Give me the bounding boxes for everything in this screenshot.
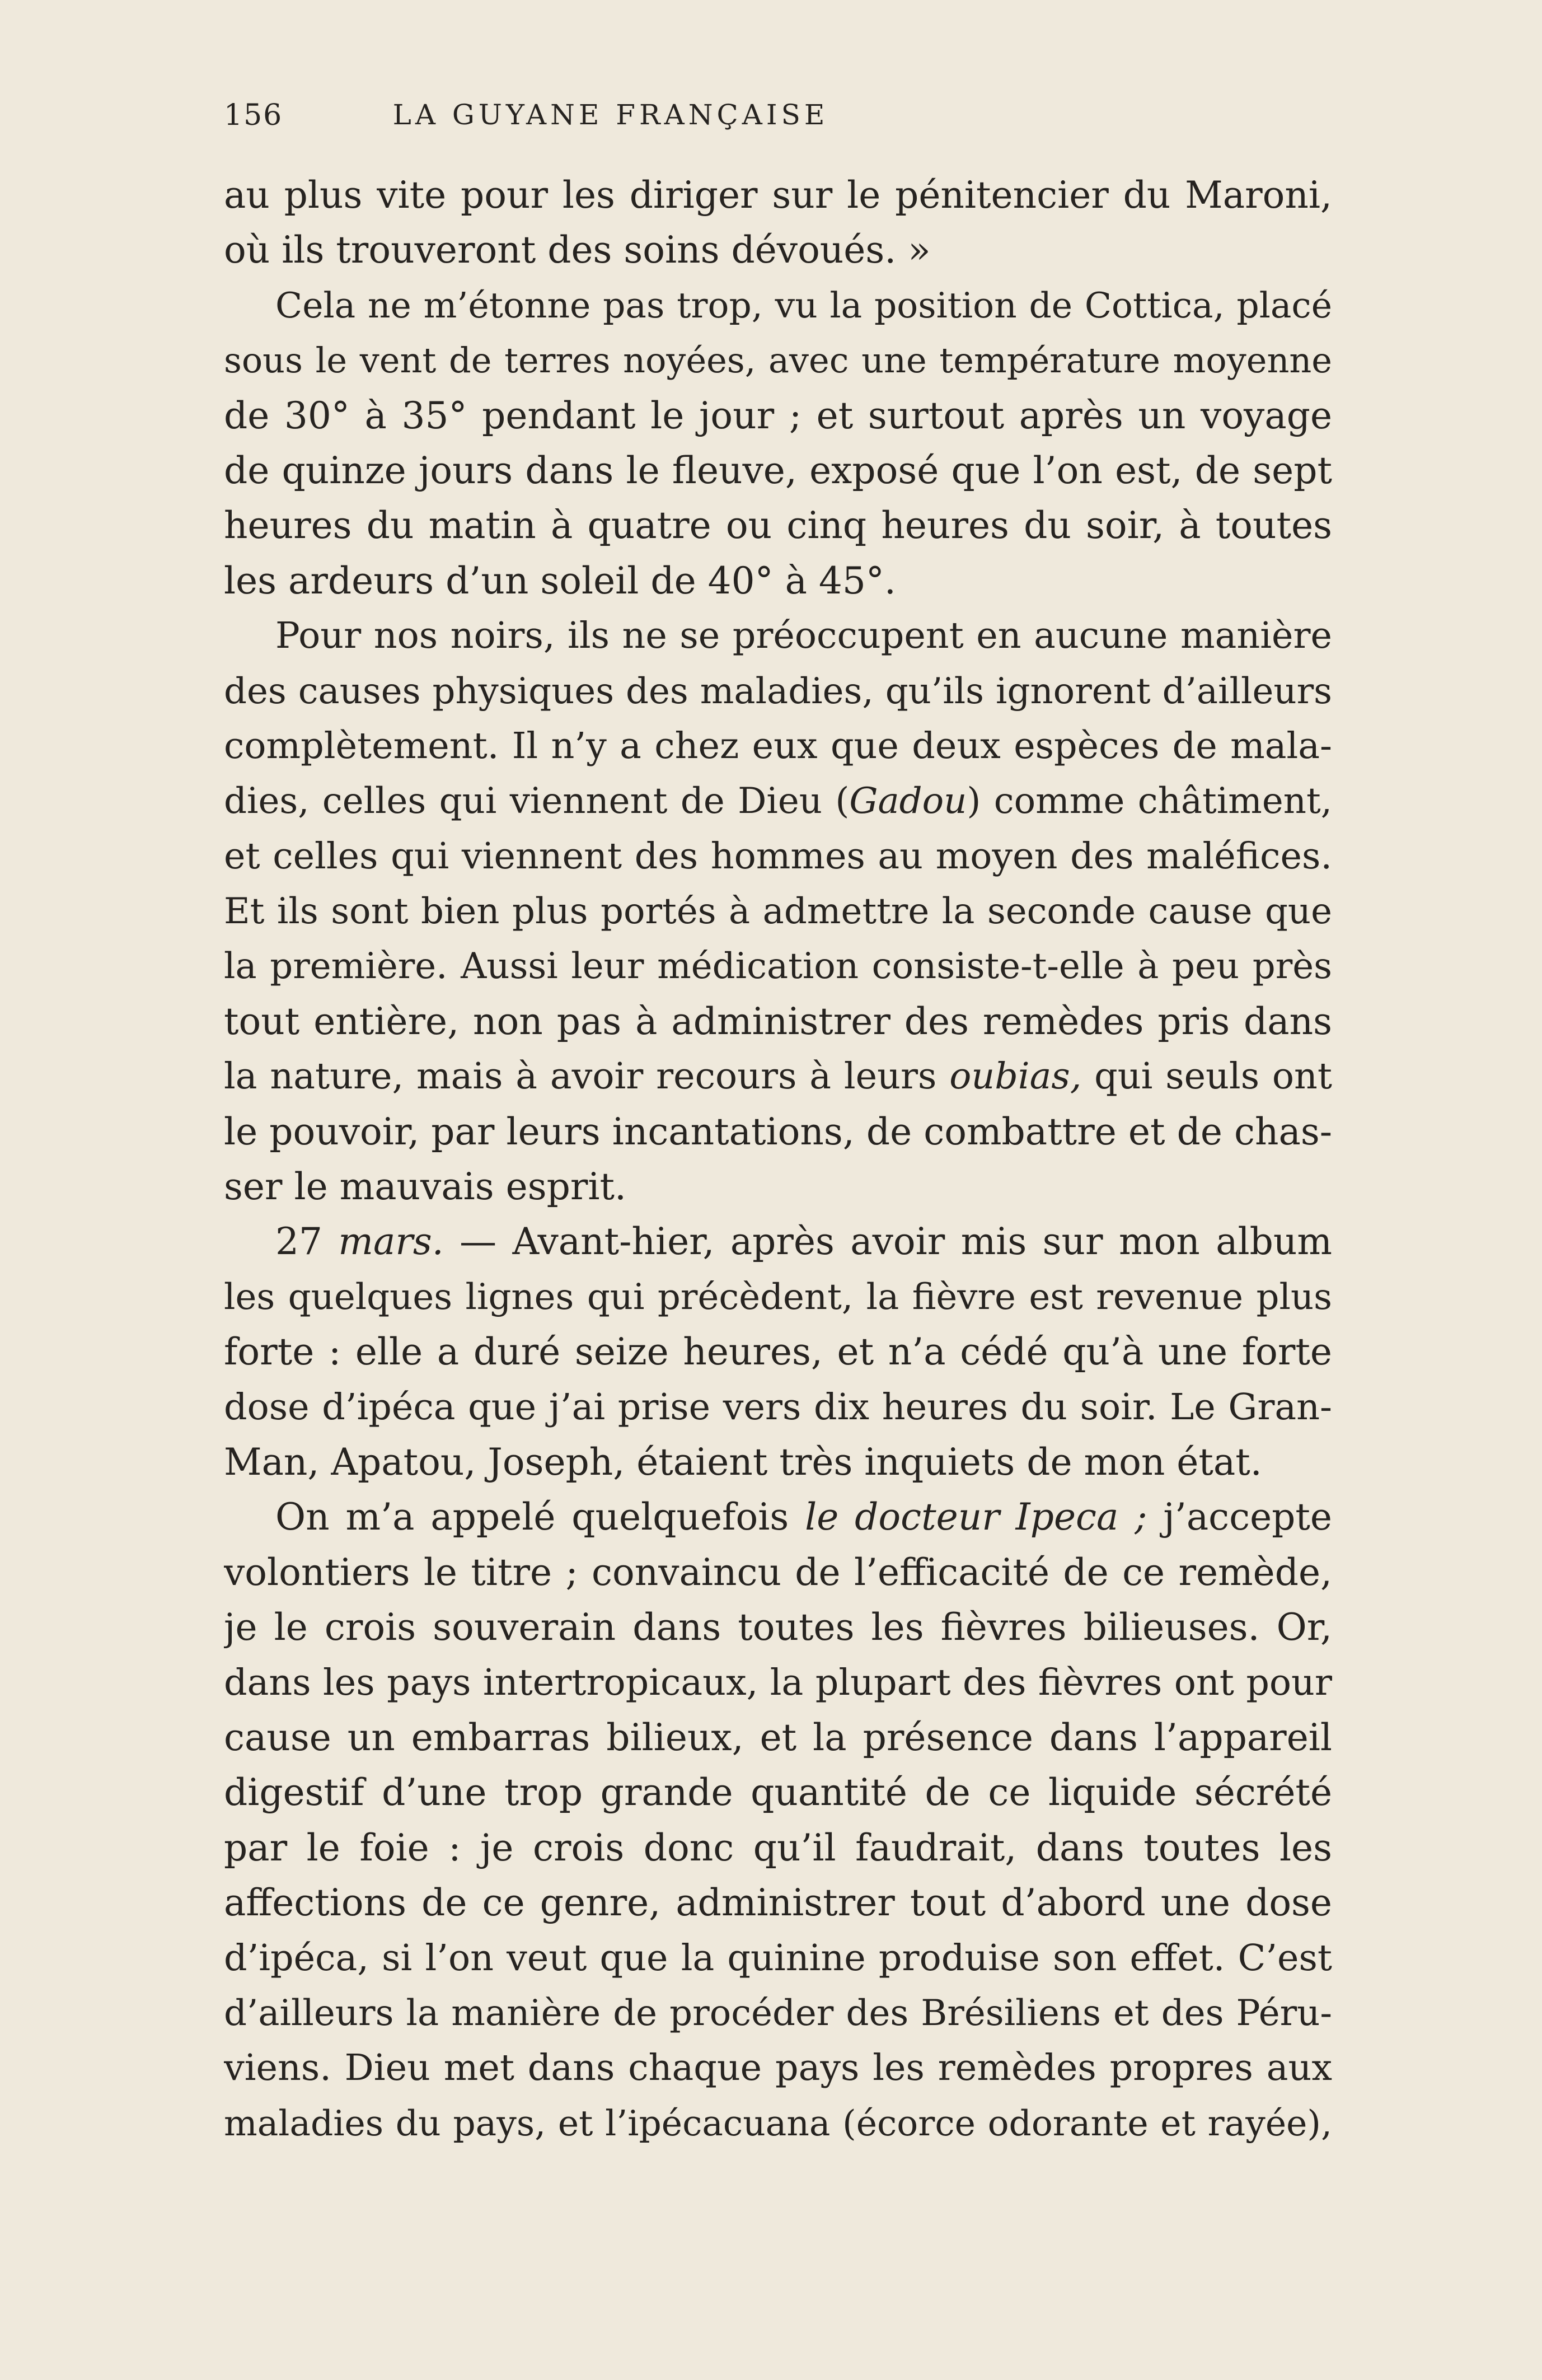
text-line: au plus vite pour les diriger sur le pénitencier du Maroni, bbox=[224, 174, 1332, 217]
text-line: je le crois souverain dans toutes les fièvres bilieuses. Or, bbox=[224, 1606, 1332, 1649]
text-line: cause un embarras bilieux, et la présence dans l’appareil bbox=[224, 1715, 1332, 1759]
text-line: heures du matin à quatre ou cinq heures du soir, à toutes bbox=[224, 504, 1332, 548]
text-line: Cela ne m’étonne pas trop, vu la position de Cottica, placé bbox=[275, 284, 1332, 326]
body-text bbox=[224, 168, 1332, 2151]
page-number: 156 bbox=[224, 99, 283, 132]
text-line bbox=[224, 1490, 1332, 1545]
italic-term: Gadou bbox=[849, 780, 967, 822]
text-segment: 27 bbox=[275, 1220, 339, 1264]
text-line: Man, Apatou, Joseph, étaient très inquiets de mon état. bbox=[224, 1440, 1262, 1484]
text-line: digestif d’une trop grande quantité de ce liquide sécrété bbox=[224, 1771, 1332, 1815]
text-line: viens. Dieu met dans chaque pays les remèdes propres aux bbox=[224, 2047, 1332, 2089]
text-segment: qui seuls ont bbox=[1081, 1055, 1332, 1098]
text-line: le pouvoir, par leurs incantations, de combattre et de chas- bbox=[224, 1110, 1332, 1153]
italic-term: oubias, bbox=[949, 1055, 1082, 1098]
text-line: maladies du pays, et l’ipécacuana (écorce odorante et rayée), bbox=[224, 2102, 1332, 2144]
text-segment: — Avant-hier, après avoir mis sur mon album bbox=[443, 1220, 1332, 1264]
text-segment: On m’a appelé quelquefois bbox=[275, 1495, 805, 1539]
text-line: où ils trouveront des soins dévoués. » bbox=[224, 228, 931, 272]
text-segment: la nature, mais à avoir recours à leurs bbox=[224, 1055, 950, 1098]
text-line: dans les pays intertropicaux, la plupart des fièvres ont pour bbox=[224, 1661, 1332, 1704]
text-line: affections de ce genre, administrer tout d’abord une dose bbox=[224, 1881, 1332, 1925]
text-line: volontiers le titre ; convaincu de l’efficacité de ce remède, bbox=[224, 1550, 1332, 1594]
text-line: la première. Aussi leur médication consiste-t-elle à peu près bbox=[224, 946, 1332, 988]
text-line: Et ils sont bien plus portés à admettre la seconde cause que bbox=[224, 891, 1332, 933]
text-line: Pour nos noirs, ils ne se préoccupent en aucune manière bbox=[275, 615, 1332, 657]
running-title: LA GUYANE FRANÇAISE bbox=[392, 99, 829, 131]
text-line: d’ailleurs la manière de procéder des Brésiliens et des Péru- bbox=[224, 1992, 1332, 2034]
text-line: forte : elle a duré seize heures, et n’a cédé qu’à une forte bbox=[224, 1330, 1332, 1374]
text-line: complètement. Il n’y a chez eux que deux espèces de mala- bbox=[224, 724, 1332, 767]
text-line: sous le vent de terres noyées, avec une température moyenne bbox=[224, 340, 1332, 381]
text-line: de 30° à 35° pendant le jour ; et surtout après un voyage bbox=[224, 394, 1332, 437]
text-line: des causes physiques des maladies, qu’ils ignorent d’ailleurs bbox=[224, 670, 1332, 712]
text-segment: dies, celles qui viennent de Dieu ( bbox=[224, 780, 850, 822]
page-header bbox=[224, 99, 997, 143]
text-line bbox=[224, 1049, 1332, 1104]
text-line bbox=[224, 1214, 1332, 1269]
text-line: tout entière, non pas à administrer des remèdes pris dans bbox=[224, 999, 1332, 1043]
text-line: ser le mauvais esprit. bbox=[224, 1165, 626, 1209]
text-line: les quelques lignes qui précèdent, la fièvre est revenue plus bbox=[224, 1276, 1332, 1318]
text-line: dose d’ipéca que j’ai prise vers dix heures du soir. Le Gran- bbox=[224, 1386, 1332, 1428]
italic-date: mars. bbox=[338, 1220, 444, 1264]
text-segment: j’accepte bbox=[1147, 1495, 1332, 1539]
text-line bbox=[224, 774, 1332, 829]
text-line: de quinze jours dans le fleuve, exposé que l’on est, de sept bbox=[224, 448, 1332, 492]
text-line: les ardeurs d’un soleil de 40° à 45°. bbox=[224, 559, 896, 602]
text-line: d’ipéca, si l’on veut que la quinine produise son effet. C’est bbox=[224, 1937, 1332, 1979]
italic-term: le docteur Ipeca ; bbox=[805, 1495, 1147, 1539]
text-segment: ) comme châtiment, bbox=[967, 780, 1332, 822]
text-line: et celles qui viennent des hommes au moyen des maléfices. bbox=[224, 835, 1332, 877]
text-line: par le foie : je crois donc qu’il faudrait, dans toutes les bbox=[224, 1826, 1332, 1869]
